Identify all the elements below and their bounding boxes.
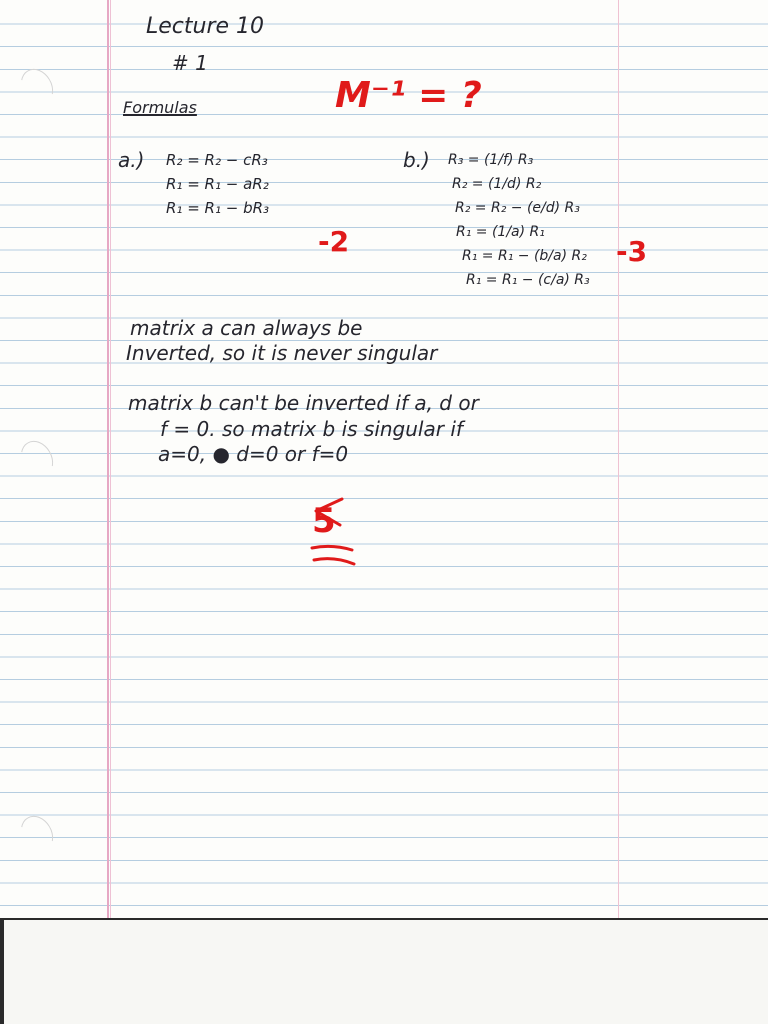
scan-border (0, 918, 4, 1024)
margin-line-inner (110, 0, 111, 918)
note-line: matrix b can't be inverted if a, d or (128, 391, 479, 415)
double-underline (306, 540, 362, 570)
part-b-line: R₁ = R₁ − (c/a) R₃ (466, 272, 590, 288)
margin-line (107, 0, 109, 918)
part-a-line: R₁ = R₁ − bR₃ (166, 199, 270, 217)
score-a: -2 (318, 225, 350, 258)
formulas-label: Formulas (123, 98, 197, 117)
part-a-label: a.) (118, 148, 145, 172)
part-b-line: R₁ = (1/a) R₁ (456, 224, 545, 240)
inverse-question: M⁻¹ = ? (335, 75, 482, 116)
total-score: 5 (312, 501, 336, 541)
note-line: f = 0. so matrix b is singular if (160, 417, 463, 441)
part-a-line: R₂ = R₂ − cR₃ (166, 151, 268, 169)
scan-background (0, 918, 768, 1024)
note-line: matrix a can always be (130, 316, 363, 340)
part-b-line: R₂ = (1/d) R₂ (452, 176, 542, 192)
binder-hole (15, 63, 60, 111)
note-line: a=0, ● d=0 or f=0 (158, 442, 349, 466)
right-margin-line (618, 0, 619, 918)
paper-edge (0, 918, 768, 920)
part-a-line: R₁ = R₁ − aR₂ (166, 175, 269, 193)
lecture-title: Lecture 10 (146, 14, 265, 39)
binder-hole (15, 810, 60, 858)
note-line: Inverted, so it is never singular (126, 341, 438, 365)
problem-number: # 1 (172, 51, 208, 75)
part-b-label: b.) (403, 148, 430, 172)
part-b-line: R₁ = R₁ − (b/a) R₂ (462, 248, 587, 264)
score-b: -3 (616, 235, 648, 268)
part-b-line: R₃ = (1/f) R₃ (448, 152, 534, 168)
part-b-line: R₂ = R₂ − (e/d) R₃ (455, 200, 580, 216)
binder-hole (15, 435, 60, 483)
